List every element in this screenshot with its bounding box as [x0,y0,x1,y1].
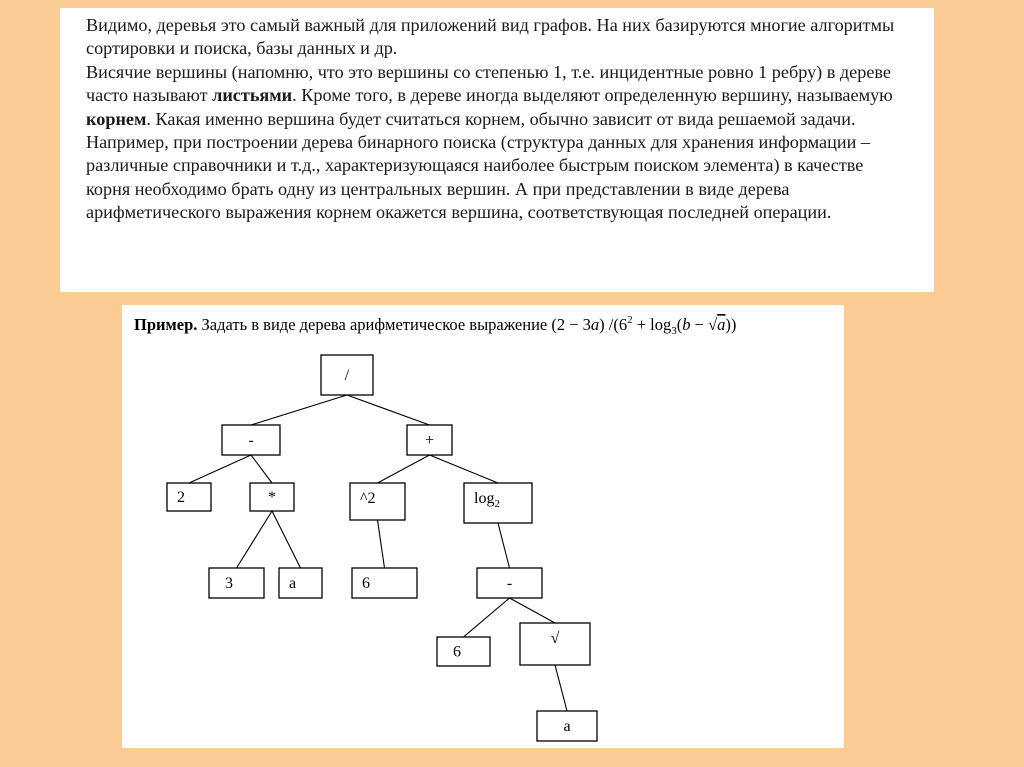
tree-edge-minus1-two [189,455,251,483]
tree-node-label-text: * [268,489,276,506]
paragraph-1-text: Видимо, деревья это самый важный для приложений вид графов. На них базируются многие алгоритмы сортировки и поиска, базы данных и др. [86,15,895,59]
paragraph-leaves-root [86,61,908,225]
tree-edge-plus-pow2 [378,455,430,483]
formula-var-a-1: a [590,315,600,334]
tree-node-label [563,718,570,735]
tree-node-a2 [537,711,597,741]
tree-node-six1 [352,568,417,598]
tree-node-box [350,483,405,520]
formula-var-b: b [682,315,691,334]
formula-var-a-2: a [717,315,726,334]
tree-node-label [360,490,376,507]
tree-edge-plus-log [430,455,499,483]
tree-node-plus [407,425,452,455]
formula-minus: − [690,315,709,334]
tree-node-label-text: a [563,718,571,735]
tree-node-label-text: - [506,575,513,592]
tree-node-minus2 [477,568,542,598]
tree-node-label-text: 6 [362,575,370,592]
expression-tree-panel [122,305,844,748]
tree-node-label-text: / [344,367,350,384]
tree-edge-minus2-six2 [464,598,510,637]
tree-node-label-text: - [248,432,254,449]
example-heading [134,314,736,337]
paragraph-2-part-c: . Какая именно вершина будет считаться корнем, обычно зависит от вида решаемой задачи. Например, при построении дерева бинарного поиска (структура данных для хранения информации – различные справочники и т.д., характеризующаяся наиболее быстрым поиском элемента) в качестве корня необходимо брать одну из центральных вершин. А при представлении в виде дерева арифметического выражения корнем окажется вершина, соответствующая последней операции. [86,108,870,223]
tree-edge-mult-a1 [272,511,301,568]
tree-node-box [437,637,490,666]
tree-node-label [268,489,276,506]
tree-node-three [209,568,264,598]
tree-node-label-text: + [424,432,435,449]
term-leaves: листьями [212,85,293,106]
tree-edge-root-minus1 [251,395,347,425]
formula-sqrt: √ [708,315,718,334]
tree-node-mult [250,483,294,511]
tree-node-label-text: log [474,490,495,507]
tree-node-label [177,489,185,506]
tree-edge-log-minus2 [498,523,510,568]
tree-node-minus1 [222,425,280,455]
formula-part-log: + log [632,315,672,334]
tree-node-label-text: 2 [177,489,185,506]
tree-node-root [321,355,373,395]
formula-subscript: 3 [671,325,677,337]
paragraph-2-part-b: . Кроме того, в дереве иногда выделяют определенную вершину, называемую [292,85,893,106]
formula-part-close: )) [725,315,737,334]
tree-node-subscript: 2 [494,498,500,510]
tree-node-box [209,568,264,598]
tree-node-box [279,568,322,598]
definition-text-box [60,8,934,292]
tree-edge-root-plus [347,395,430,425]
tree-node-a1 [279,568,322,598]
tree-edge-minus2-sqrt [510,598,556,623]
tree-node-label [248,432,253,449]
example-text: Задать в виде дерева арифметическое выражение [197,315,552,334]
example-bold-label: Пример. [134,315,198,334]
formula-part-open: (2 − 3 [551,315,591,334]
expression-tree-svg [122,305,844,748]
tree-node-label [362,575,370,592]
tree-node-pow2 [350,483,405,520]
paragraph-trees-importance [86,14,908,61]
tree-node-label-text: √ [550,630,560,647]
tree-node-sqrt [520,623,590,665]
tree-node-label [289,575,296,592]
tree-node-label [345,367,350,384]
paragraph-2-part-a: Висячие вершины (напомню, что это вершины со степенью 1, т.е. инцидентные ровно 1 ребру) в дереве часто называют [86,61,891,106]
tree-node-label-text: 3 [225,575,233,592]
term-root: корнем [86,108,147,129]
formula-part-mid: ) /(6 [599,315,628,334]
formula-superscript: 2 [627,314,633,326]
tree-node-label-text: ^2 [360,490,376,507]
tree-node-label [425,432,434,449]
tree-node-box [167,483,211,511]
tree-node-label [225,575,233,592]
tree-node-label-text: 6 [453,643,461,661]
tree-edge-pow2-six1 [378,520,385,568]
tree-node-six2 [437,637,490,666]
tree-edge-mult-three [237,511,273,568]
tree-node-label [551,630,560,647]
tree-node-label [507,575,512,592]
formula-paren: ( [676,315,683,334]
tree-edge-minus1-mult [251,455,272,483]
tree-node-two [167,483,211,511]
tree-node-log [464,483,532,523]
tree-edge-sqrt-a2 [555,665,567,711]
tree-node-label-text: a [289,575,297,592]
tree-node-label [453,644,461,661]
